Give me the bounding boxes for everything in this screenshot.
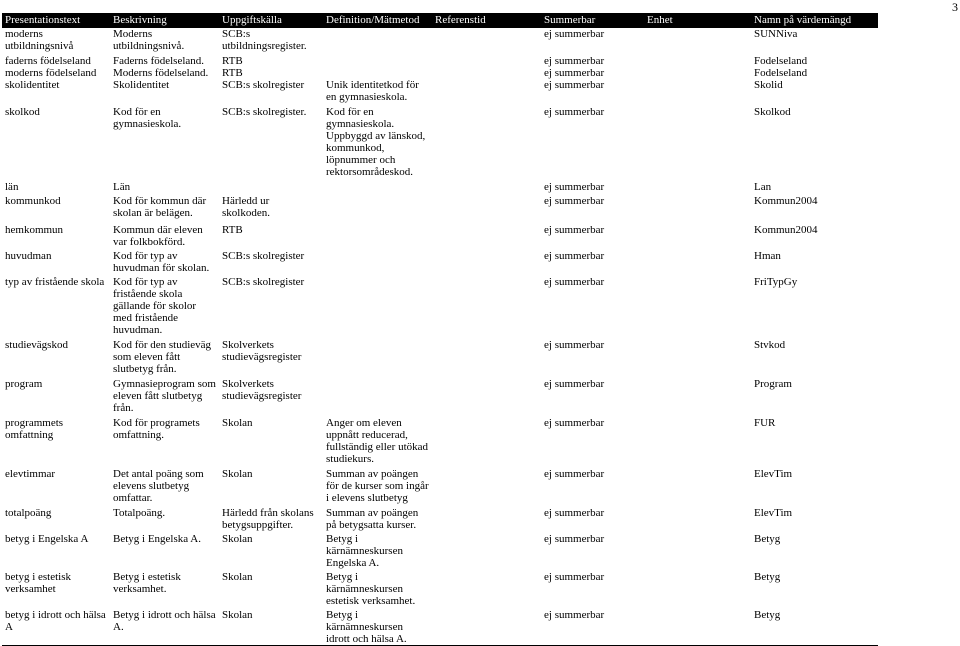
cell-referenstid: [432, 609, 541, 646]
cell-uppgiftskalla: Skolverkets studievägsregister: [222, 378, 302, 402]
cell-summerbar: ej summerbar: [544, 28, 605, 40]
cell-summerbar: ej summerbar: [544, 195, 605, 207]
cell-referenstid: [432, 67, 541, 79]
cell-beskrivning: Kod för kommun där skolan är belägen.: [113, 195, 207, 219]
cell-namn: ElevTim: [754, 507, 793, 519]
cell-definition: [323, 250, 432, 276]
cell-enhet: [644, 250, 751, 276]
column-header-presentationstext: Presentationstext: [2, 13, 110, 28]
cell-definition: Summan av poängen på betygsatta kurser.: [326, 507, 419, 531]
cell-uppgiftskalla: [219, 181, 323, 195]
cell-definition: Betyg i kärnämneskursen idrott och hälsa A.: [323, 609, 432, 646]
cell-referenstid: [432, 468, 541, 507]
cell-presentationstext: län: [5, 181, 19, 193]
variable-table: [2, 13, 878, 646]
cell-referenstid: [432, 224, 541, 250]
cell-beskrivning: Gymnasieprogram som eleven fått slutbetyg från.: [113, 378, 216, 414]
table-row: [2, 224, 878, 250]
cell-summerbar: ej summerbar: [544, 79, 605, 91]
cell-presentationstext: typ av fristående skola: [5, 276, 105, 288]
cell-presentationstext: hemkommun: [5, 224, 64, 236]
table-row: [2, 571, 878, 609]
cell-namn: Program: [754, 378, 792, 390]
cell-referenstid: [432, 250, 541, 276]
cell-summerbar: ej summerbar: [544, 533, 605, 545]
cell-namn: Betyg: [754, 533, 781, 545]
cell-beskrivning: Moderns utbildningsnivå.: [113, 28, 185, 52]
cell-enhet: [644, 79, 751, 106]
cell-beskrivning: Kod för en gymnasieskola.: [113, 106, 182, 130]
table-row: [2, 250, 878, 276]
cell-uppgiftskalla: Härledd från skolans betygsuppgifter.: [222, 507, 314, 531]
cell-namn: FriTypGy: [754, 276, 798, 288]
cell-summerbar: ej summerbar: [544, 106, 605, 118]
cell-summerbar: ej summerbar: [544, 507, 605, 519]
table-row: [2, 468, 878, 507]
cell-uppgiftskalla: Härledd ur skolkoden.: [222, 195, 270, 219]
cell-namn: SUNNiva: [754, 28, 798, 40]
cell-beskrivning: Betyg i idrott och hälsa A.: [110, 609, 219, 646]
cell-referenstid: [432, 276, 541, 339]
cell-presentationstext: faderns födelseland: [5, 55, 91, 67]
cell-presentationstext: studievägskod: [5, 339, 68, 351]
cell-definition: Summan av poängen för de kurser som ingår i elevens slutbetyg: [326, 468, 429, 504]
table-row: [2, 417, 878, 468]
cell-uppgiftskalla: SCB:s skolregister: [222, 79, 305, 91]
cell-beskrivning: Betyg i Engelska A.: [113, 533, 201, 545]
cell-summerbar: ej summerbar: [544, 378, 605, 390]
cell-uppgiftskalla: Skolan: [219, 609, 323, 646]
cell-summerbar: ej summerbar: [544, 181, 605, 193]
cell-definition: [323, 339, 432, 378]
cell-summerbar: ej summerbar: [544, 224, 605, 236]
cell-uppgiftskalla: SCB:s skolregister: [222, 276, 305, 288]
cell-definition: [323, 195, 432, 224]
table-row: [2, 533, 878, 571]
cell-beskrivning: Det antal poäng som elevens slutbetyg omfattar.: [113, 468, 204, 504]
cell-namn: Betyg: [754, 571, 781, 583]
cell-definition: Anger om eleven uppnått reducerad, fullständig eller utökad studiekurs.: [326, 417, 429, 465]
table-row: [2, 79, 878, 106]
cell-namn: Lan: [754, 181, 772, 193]
cell-namn: Kommun2004: [754, 195, 818, 207]
cell-summerbar: ej summerbar: [544, 276, 605, 288]
cell-enhet: [644, 609, 751, 646]
cell-beskrivning: Kod för typ av huvudman för skolan.: [113, 250, 210, 274]
cell-namn: Hman: [754, 250, 781, 262]
cell-definition: [323, 378, 432, 417]
cell-referenstid: [432, 55, 541, 67]
table-row: [2, 28, 878, 55]
cell-beskrivning: Kod för programets omfattning.: [113, 417, 200, 441]
cell-summerbar: ej summerbar: [544, 571, 605, 583]
cell-namn: Skolkod: [754, 106, 791, 118]
cell-summerbar: ej summerbar: [544, 417, 605, 429]
cell-presentationstext: skolkod: [5, 106, 40, 118]
page-number: 3: [952, 0, 958, 14]
cell-uppgiftskalla: Skolan: [222, 417, 253, 429]
cell-enhet: [644, 468, 751, 507]
cell-uppgiftskalla: SCB:s utbildningsregister.: [222, 28, 307, 52]
cell-uppgiftskalla: Skolan: [222, 571, 253, 583]
cell-namn: Kommun2004: [754, 224, 818, 236]
cell-beskrivning: Skolidentitet: [113, 79, 170, 91]
cell-definition: [323, 181, 432, 195]
cell-beskrivning: Faderns födelseland.: [113, 55, 205, 67]
cell-definition: [323, 224, 432, 250]
column-header-referenstid: Referenstid: [432, 13, 541, 28]
cell-enhet: [644, 276, 751, 339]
cell-uppgiftskalla: Skolan: [222, 468, 253, 480]
column-header-enhet: Enhet: [644, 13, 751, 28]
cell-presentationstext: totalpoäng: [5, 507, 52, 519]
cell-enhet: [644, 417, 751, 468]
cell-presentationstext: betyg i Engelska A: [5, 533, 89, 545]
cell-beskrivning: Totalpoäng.: [113, 507, 166, 519]
cell-definition: Betyg i kärnämneskursen Engelska A.: [326, 533, 403, 569]
table-row: [2, 609, 878, 646]
cell-uppgiftskalla: Skolverkets studievägsregister: [222, 339, 302, 363]
cell-presentationstext: betyg i estetisk verksamhet: [5, 571, 71, 595]
cell-presentationstext: moderns födelseland: [5, 67, 97, 79]
cell-beskrivning: Kod för den studieväg som eleven fått slutbetyg från.: [113, 339, 212, 375]
cell-presentationstext: moderns utbildningsnivå: [5, 28, 74, 52]
table-row: [2, 106, 878, 181]
table-row: [2, 67, 878, 79]
table-row: [2, 378, 878, 417]
cell-uppgiftskalla: SCB:s skolregister.: [222, 106, 307, 118]
cell-namn: ElevTim: [754, 468, 793, 480]
cell-definition: [323, 28, 432, 55]
cell-referenstid: [432, 571, 541, 609]
cell-uppgiftskalla: Skolan: [222, 533, 253, 545]
cell-referenstid: [432, 507, 541, 533]
table-row: [2, 195, 878, 224]
cell-summerbar: ej summerbar: [544, 55, 605, 67]
cell-definition: Kod för en gymnasieskola. Uppbyggd av länskod, kommunkod, löpnummer och rektorsområdeskod.: [326, 106, 426, 178]
cell-enhet: [644, 195, 751, 224]
cell-summerbar: ej summerbar: [544, 67, 605, 79]
cell-enhet: [644, 106, 751, 181]
cell-enhet: [644, 507, 751, 533]
cell-enhet: [644, 378, 751, 417]
cell-presentationstext: kommunkod: [5, 195, 61, 207]
cell-enhet: [644, 67, 751, 79]
cell-beskrivning: Kommun där eleven var folkbokförd.: [113, 224, 203, 248]
table-row: [2, 339, 878, 378]
cell-referenstid: [432, 339, 541, 378]
column-header-definition: Definition/Mätmetod: [323, 13, 432, 28]
cell-definition: Betyg i kärnämneskursen estetisk verksamhet.: [326, 571, 416, 607]
cell-beskrivning: Län: [113, 181, 131, 193]
cell-beskrivning: Betyg i estetisk verksamhet.: [113, 571, 181, 595]
cell-namn: Fodelseland: [754, 67, 808, 79]
cell-enhet: [644, 55, 751, 67]
cell-beskrivning: Moderns födelseland.: [113, 67, 209, 79]
cell-uppgiftskalla: RTB: [222, 67, 243, 79]
column-header-summerbar: Summerbar: [541, 13, 644, 28]
table-row: [2, 181, 878, 195]
column-header-beskrivning: Beskrivning: [110, 13, 219, 28]
table-row: [2, 55, 878, 67]
cell-referenstid: [432, 28, 541, 55]
column-header-uppgiftskalla: Uppgiftskälla: [219, 13, 323, 28]
cell-presentationstext: skolidentitet: [5, 79, 60, 91]
cell-referenstid: [432, 106, 541, 181]
cell-summerbar: ej summerbar: [544, 468, 605, 480]
cell-uppgiftskalla: RTB: [222, 224, 243, 236]
cell-beskrivning: Kod för typ av fristående skola gällande för skolor med fristående huvudman.: [113, 276, 197, 336]
cell-enhet: [644, 28, 751, 55]
table-row: [2, 507, 878, 533]
cell-namn: Skolid: [754, 79, 783, 91]
cell-enhet: [644, 224, 751, 250]
cell-presentationstext: huvudman: [5, 250, 52, 262]
cell-definition: [323, 276, 432, 339]
cell-referenstid: [432, 378, 541, 417]
cell-namn: FUR: [754, 417, 776, 429]
cell-enhet: [644, 339, 751, 378]
cell-namn: Betyg: [751, 609, 878, 646]
cell-namn: Stvkod: [754, 339, 786, 351]
column-header-namn: Namn på värdemängd: [751, 13, 878, 28]
cell-enhet: [644, 181, 751, 195]
header-row: [2, 13, 878, 28]
cell-uppgiftskalla: SCB:s skolregister: [222, 250, 305, 262]
cell-namn: Fodelseland: [754, 55, 808, 67]
cell-definition: [323, 67, 432, 79]
cell-uppgiftskalla: RTB: [222, 55, 243, 67]
cell-referenstid: [432, 533, 541, 571]
cell-definition: [323, 55, 432, 67]
cell-summerbar: ej summerbar: [541, 609, 644, 646]
cell-referenstid: [432, 79, 541, 106]
cell-summerbar: ej summerbar: [544, 250, 605, 262]
cell-presentationstext: elevtimmar: [5, 468, 56, 480]
cell-presentationstext: programmets omfattning: [5, 417, 64, 441]
table-row: [2, 276, 878, 339]
cell-enhet: [644, 571, 751, 609]
cell-presentationstext: betyg i idrott och hälsa A: [2, 609, 110, 646]
cell-referenstid: [432, 181, 541, 195]
cell-enhet: [644, 533, 751, 571]
cell-presentationstext: program: [5, 378, 43, 390]
cell-summerbar: ej summerbar: [544, 339, 605, 351]
cell-definition: Unik identitetkod för en gymnasieskola.: [326, 79, 419, 103]
cell-referenstid: [432, 417, 541, 468]
cell-referenstid: [432, 195, 541, 224]
